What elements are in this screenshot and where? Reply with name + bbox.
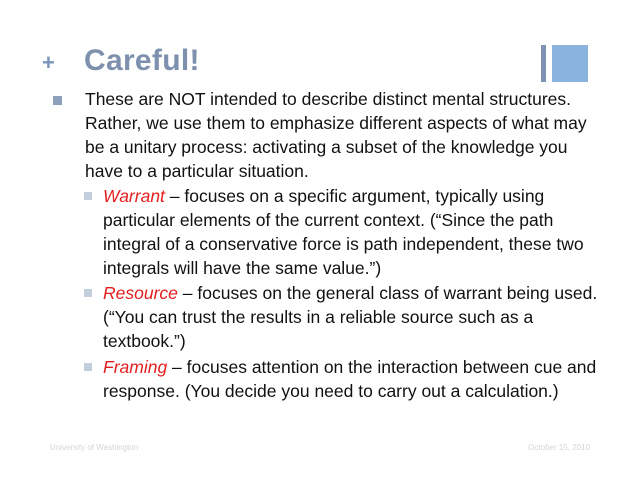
- sub-bullet-text: [103, 281, 603, 353]
- resource-description: – focuses on the general class of warrant being used. (“You can trust the results in a reliable source such as a textbook.”): [103, 283, 598, 351]
- term-resource: Resource: [103, 283, 178, 303]
- sub-bullet-square-icon: [84, 192, 92, 200]
- sub-bullet-square-icon: [84, 363, 92, 371]
- framing-description: – focuses attention on the interaction between cue and response. (You decide you need to carry out a calculation.): [103, 357, 597, 401]
- term-framing: Framing: [103, 357, 168, 377]
- main-bullet-text: These are NOT intended to describe distinct mental structures. Rather, we use them to emphasize different aspects of what may be a unitary process: activating a subset of the knowledge you have to a particular situation.: [85, 89, 587, 181]
- bullet-square-icon: [53, 96, 62, 105]
- footer-left: University of Washington: [50, 443, 139, 452]
- footer-right: October 15, 2010: [528, 443, 590, 452]
- term-warrant: Warrant: [103, 186, 165, 206]
- plus-icon: +: [42, 50, 55, 75]
- sub-bullet-text: [103, 355, 603, 403]
- sub-bullet-square-icon: [84, 289, 92, 297]
- sub-bullet-text: [103, 184, 603, 280]
- warrant-description: – focuses on a specific argument, typically using particular elements of the current context. (“Since the path integral of a conservative force is path independent, these two integrals will have the same value.”): [103, 186, 584, 278]
- decorative-box: [552, 45, 588, 82]
- slide-title: Careful!: [84, 44, 200, 77]
- decorative-bar: [541, 45, 546, 82]
